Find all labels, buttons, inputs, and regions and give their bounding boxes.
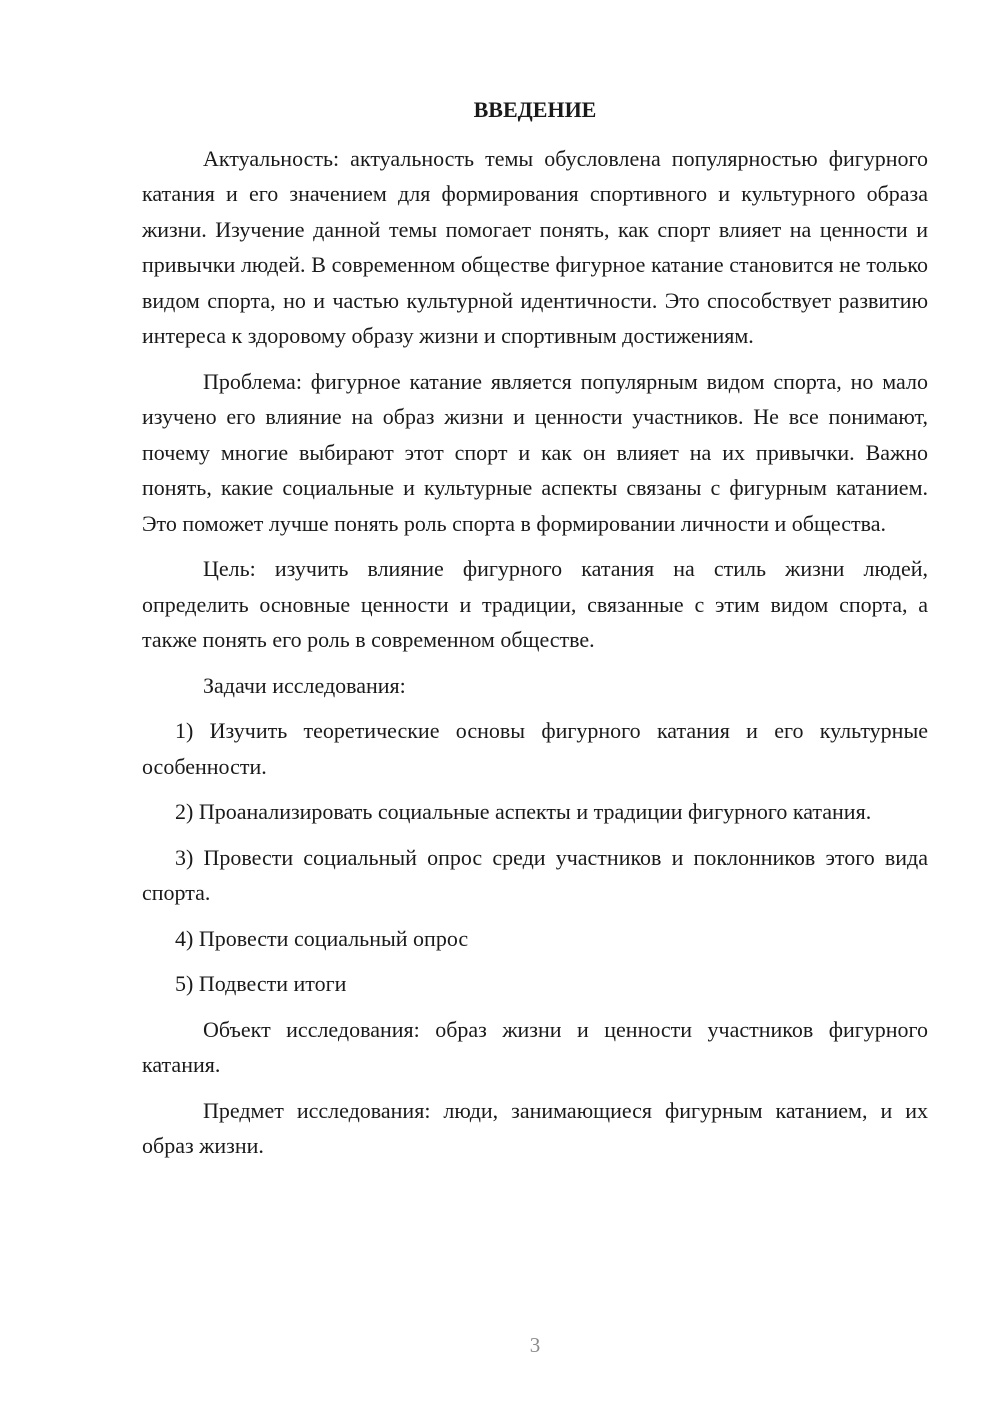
- problem-paragraph: Проблема: фигурное катание является популярным видом спорта, но мало изучено его влияние на образ жизни и ценности участников. Не все понимают, почему многие выбирают этот спорт и как он влияет на их привычки. Важно понять, какие социальные и культурные аспекты связаны с фигурным катанием. Это поможет лучше понять роль спорта в формировании личности и общества.: [142, 368, 928, 536]
- tasks-list: [142, 713, 928, 1002]
- task-item: 2) Проанализировать социальные аспекты и традиции фигурного катания.: [175, 799, 872, 824]
- document-title: ВВЕДЕНИЕ: [473, 97, 597, 122]
- tasks-heading: Задачи исследования:: [203, 672, 406, 698]
- task-item: 3) Провести социальный опрос среди участников и поклонников этого вида спорта.: [142, 844, 928, 905]
- task-item: 1) Изучить теоретические основы фигурного катания и его культурные особенности.: [142, 718, 928, 779]
- goal-paragraph: Цель: изучить влияние фигурного катания на стиль жизни людей, определить основные ценности и традиции, связанные с этим видом спорта, а также понять его роль в современном обществе.: [142, 556, 928, 652]
- relevance-paragraph: Актуальность: актуальность темы обусловлена популярностью фигурного катания и его значением для формирования спортивного и культурного образа жизни. Изучение данной темы помогает понять, как спорт влияет на ценности и привычки людей. В современном обществе фигурное катание становится не только видом спорта, но и частью культурной идентичности. Это способствует развитию интереса к здоровому образу жизни и спортивным достижениям.: [142, 145, 928, 348]
- task-item: 5) Подвести итоги: [175, 971, 347, 996]
- object-paragraph: Объект исследования: образ жизни и ценности участников фигурного катания.: [142, 1016, 928, 1077]
- document-page: [142, 92, 928, 1174]
- subject-paragraph: Предмет исследования: люди, занимающиеся фигурным катанием, и их образ жизни.: [142, 1097, 928, 1158]
- task-item: 4) Провести социальный опрос: [175, 925, 469, 951]
- page-number: 3: [529, 1333, 541, 1357]
